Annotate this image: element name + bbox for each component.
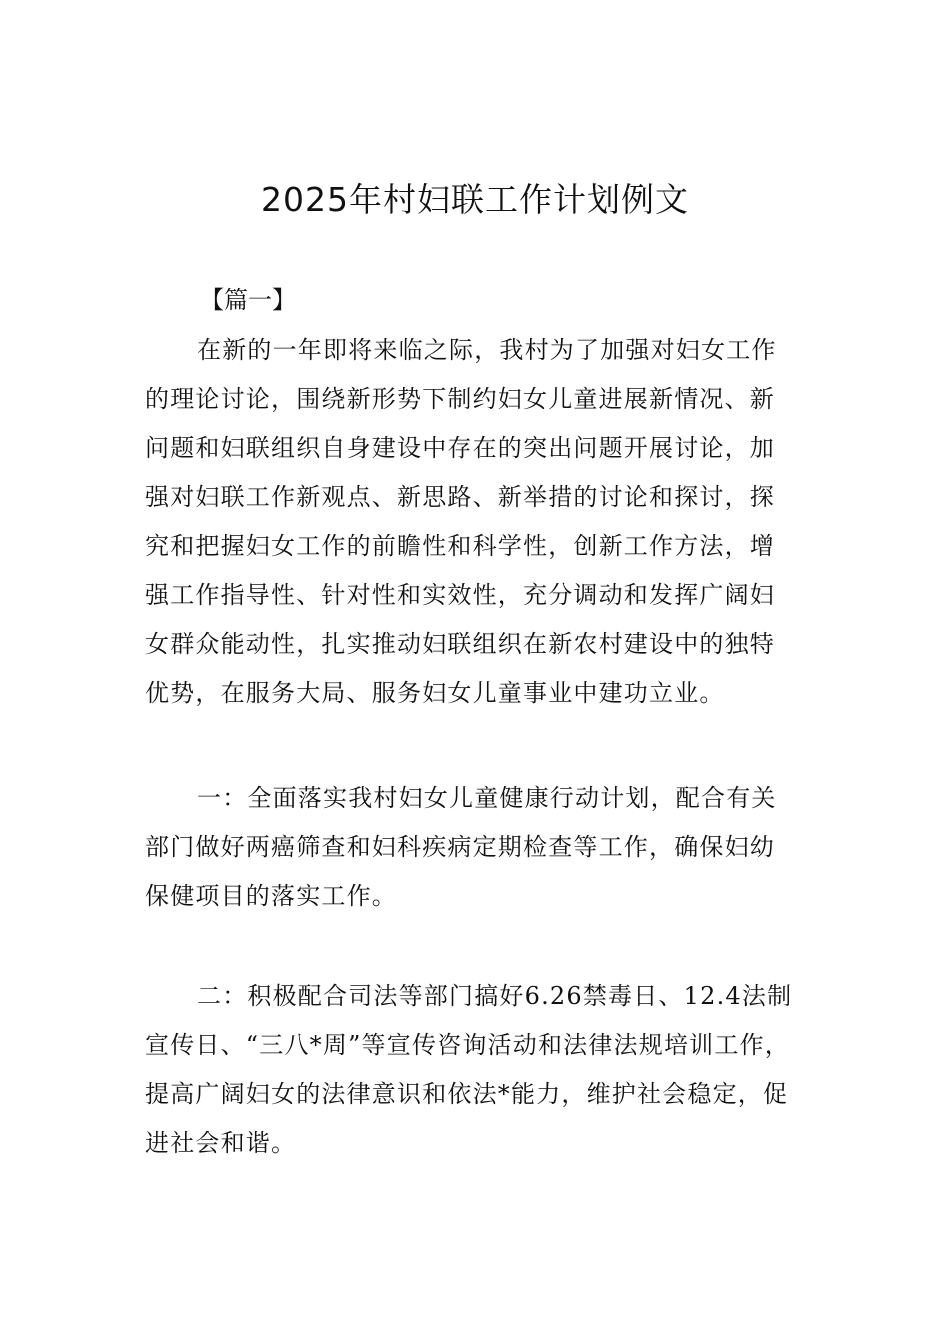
paragraph-line: 宣传日、“三八*周”等宣传咨询活动和法律法规培训工作， [145,1031,790,1059]
paragraph-line: 一：全面落实我村妇女儿童健康行动计划，配合有关 [197,784,777,812]
paragraph-line: 究和把握妇女工作的前瞻性和科学性，创新工作方法，增 [145,532,775,560]
paragraph-line: 强工作指导性、针对性和实效性，充分调动和发挥广阔妇 [145,581,775,609]
paragraph-line: 保健项目的落实工作。 [145,882,397,910]
paragraph-line: 优势，在服务大局、服务妇女儿童事业中建功立业。 [145,679,725,707]
paragraph-line: 二：积极配合司法等部门搞好6.26禁毒日、12.4法制 [197,982,793,1010]
paragraph-line: 强对妇联工作新观点、新思路、新举措的讨论和探讨，探 [145,483,775,511]
paragraph-line: 问题和妇联组织自身建设中存在的突出问题开展讨论，加 [145,434,775,462]
document-title: 2025年村妇联工作计划例文 [261,180,689,219]
section-label: 【篇一】 [200,286,296,314]
paragraph-line: 在新的一年即将来临之际，我村为了加强对妇女工作 [197,336,777,364]
paragraph-line: 女群众能动性，扎实推动妇联组织在新农村建设中的独特 [145,630,775,658]
paragraph-line: 提高广阔妇女的法律意识和依法*能力，维护社会稳定，促 [145,1080,789,1108]
paragraph-line: 部门做好两癌筛查和妇科疾病定期检查等工作，确保妇幼 [145,833,775,861]
intro-paragraph [145,326,815,718]
paragraph-line: 进社会和谐。 [145,1129,297,1157]
item-two-paragraph [145,972,815,1168]
item-one-paragraph [145,774,815,921]
paragraph-line: 的理论讨论，围绕新形势下制约妇女儿童进展新情况、新 [145,385,775,413]
